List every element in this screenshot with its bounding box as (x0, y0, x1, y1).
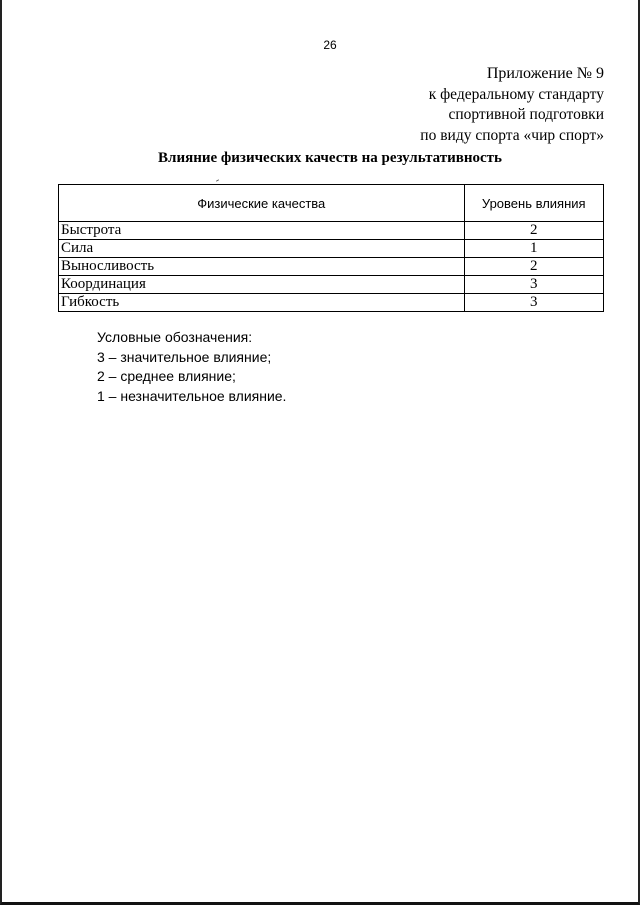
quality-cell: Сила (59, 240, 465, 258)
table-row (59, 240, 604, 258)
quality-cell: Координация (59, 276, 465, 294)
page-number: 26 (323, 38, 337, 52)
quality-cell: Гибкость (59, 294, 465, 312)
appendix-line: по виду спорта «чир спорт» (420, 126, 604, 144)
quality-cell: Выносливость (59, 258, 465, 276)
quality-cell: Быстрота (59, 222, 465, 240)
table-header-row (59, 185, 604, 222)
level-cell: 1 (464, 240, 604, 258)
table-row (59, 222, 604, 240)
appendix-line: спортивной подготовки (448, 106, 604, 123)
legend-block (97, 328, 286, 406)
appendix-line: к федеральному стандарту (428, 85, 604, 103)
legend-item: 1 – незначительное влияние. (97, 387, 287, 404)
column-header-quality: Физические качества (59, 185, 465, 222)
legend-heading: Условные обозначения: (97, 329, 253, 345)
level-cell: 2 (464, 258, 604, 276)
appendix-line: Приложение № 9 (486, 65, 604, 82)
table-row (59, 276, 604, 294)
level-cell: 3 (464, 276, 604, 294)
appendix-block (420, 64, 604, 146)
legend-item: 3 – значительное влияние; (97, 348, 272, 365)
column-header-level: Уровень влияния (464, 185, 604, 222)
table-row (59, 294, 604, 312)
level-cell: 3 (464, 294, 604, 312)
qualities-table (58, 184, 604, 312)
legend-item: 2 – среднее влияние; (97, 368, 236, 384)
document-title: Влияние физических качеств на результативность (158, 150, 502, 166)
level-cell: 2 (464, 222, 604, 240)
table-row (59, 258, 604, 276)
